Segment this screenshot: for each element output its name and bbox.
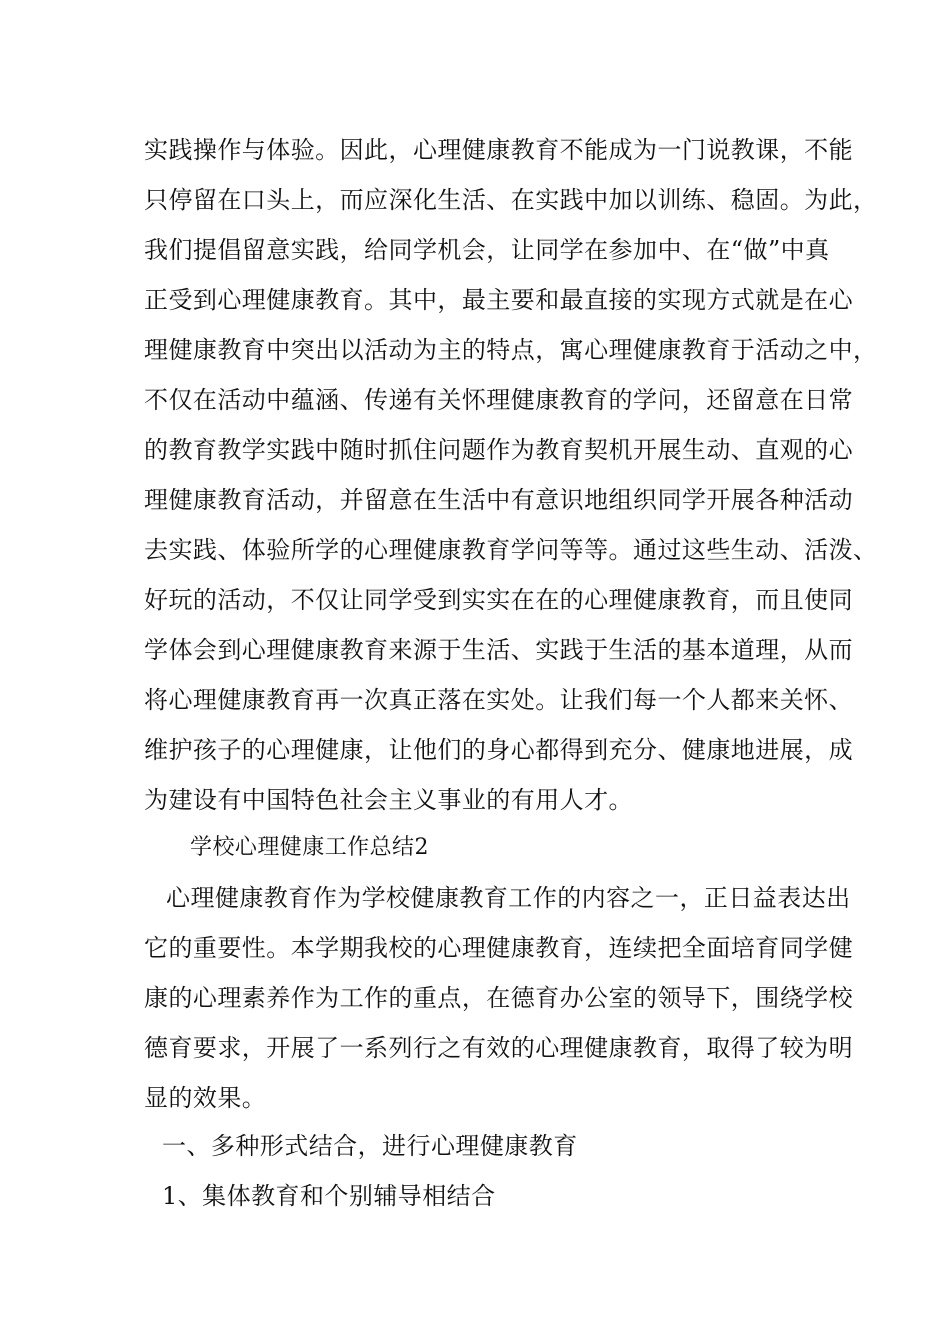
paragraph-line: 只停留在口头上，而应深化生活、在实践中加以训练、稳固。为此， (144, 186, 878, 214)
paragraph-line: 实践操作与体验。因此，心理健康教育不能成为一门说教课，不能 (144, 136, 854, 164)
paragraph-line: 好玩的活动，不仅让同学受到实实在在的心理健康教育，而且使同 (144, 586, 854, 614)
subheading-2: 1、集体教育和个别辅导相结合 (162, 1182, 496, 1210)
subheading-1: 一、多种形式结合，进行心理健康教育 (162, 1132, 578, 1160)
paragraph-line: 康的心理素养作为工作的重点，在德育办公室的领导下，围绕学校 (144, 984, 854, 1012)
section-title: 学校心理健康工作总结2 (190, 835, 429, 860)
paragraph-line: 德育要求，开展了一系列行之有效的心理健康教育，取得了较为明 (144, 1034, 854, 1062)
paragraph-line: 我们提倡留意实践，给同学机会，让同学在参加中、在“做”中真 (144, 236, 830, 264)
paragraph-line: 心理健康教育作为学校健康教育工作的内容之一，正日益表达出 (166, 884, 851, 912)
paragraph-line: 将心理健康教育再一次真正落在实处。让我们每一个人都来关怀、 (144, 686, 854, 714)
paragraph-line: 理健康教育活动，并留意在生活中有意识地组织同学开展各种活动 (144, 486, 854, 514)
paragraph-line: 的教育教学实践中随时抓住问题作为教育契机开展生动、直观的心 (144, 436, 854, 464)
paragraph-line: 理健康教育中突出以活动为主的特点，寓心理健康教育于活动之中， (144, 336, 878, 364)
paragraph-line: 学体会到心理健康教育来源于生活、实践于生活的基本道理，从而 (144, 636, 854, 664)
paragraph-line: 正受到心理健康教育。其中，最主要和最直接的实现方式就是在心 (144, 286, 854, 314)
paragraph-line: 它的重要性。本学期我校的心理健康教育，连续把全面培育同学健 (144, 934, 854, 962)
paragraph-line: 去实践、体验所学的心理健康教育学问等等。通过这些生动、活泼、 (144, 536, 878, 564)
paragraph-line: 为建设有中国特色社会主义事业的有用人才。 (144, 786, 633, 814)
paragraph-line: 显的效果。 (144, 1084, 267, 1112)
paragraph-line: 不仅在活动中蕴涵、传递有关怀理健康教育的学问，还留意在日常 (144, 386, 854, 414)
paragraph-line: 维护孩子的心理健康，让他们的身心都得到充分、健康地进展，成 (144, 736, 854, 764)
